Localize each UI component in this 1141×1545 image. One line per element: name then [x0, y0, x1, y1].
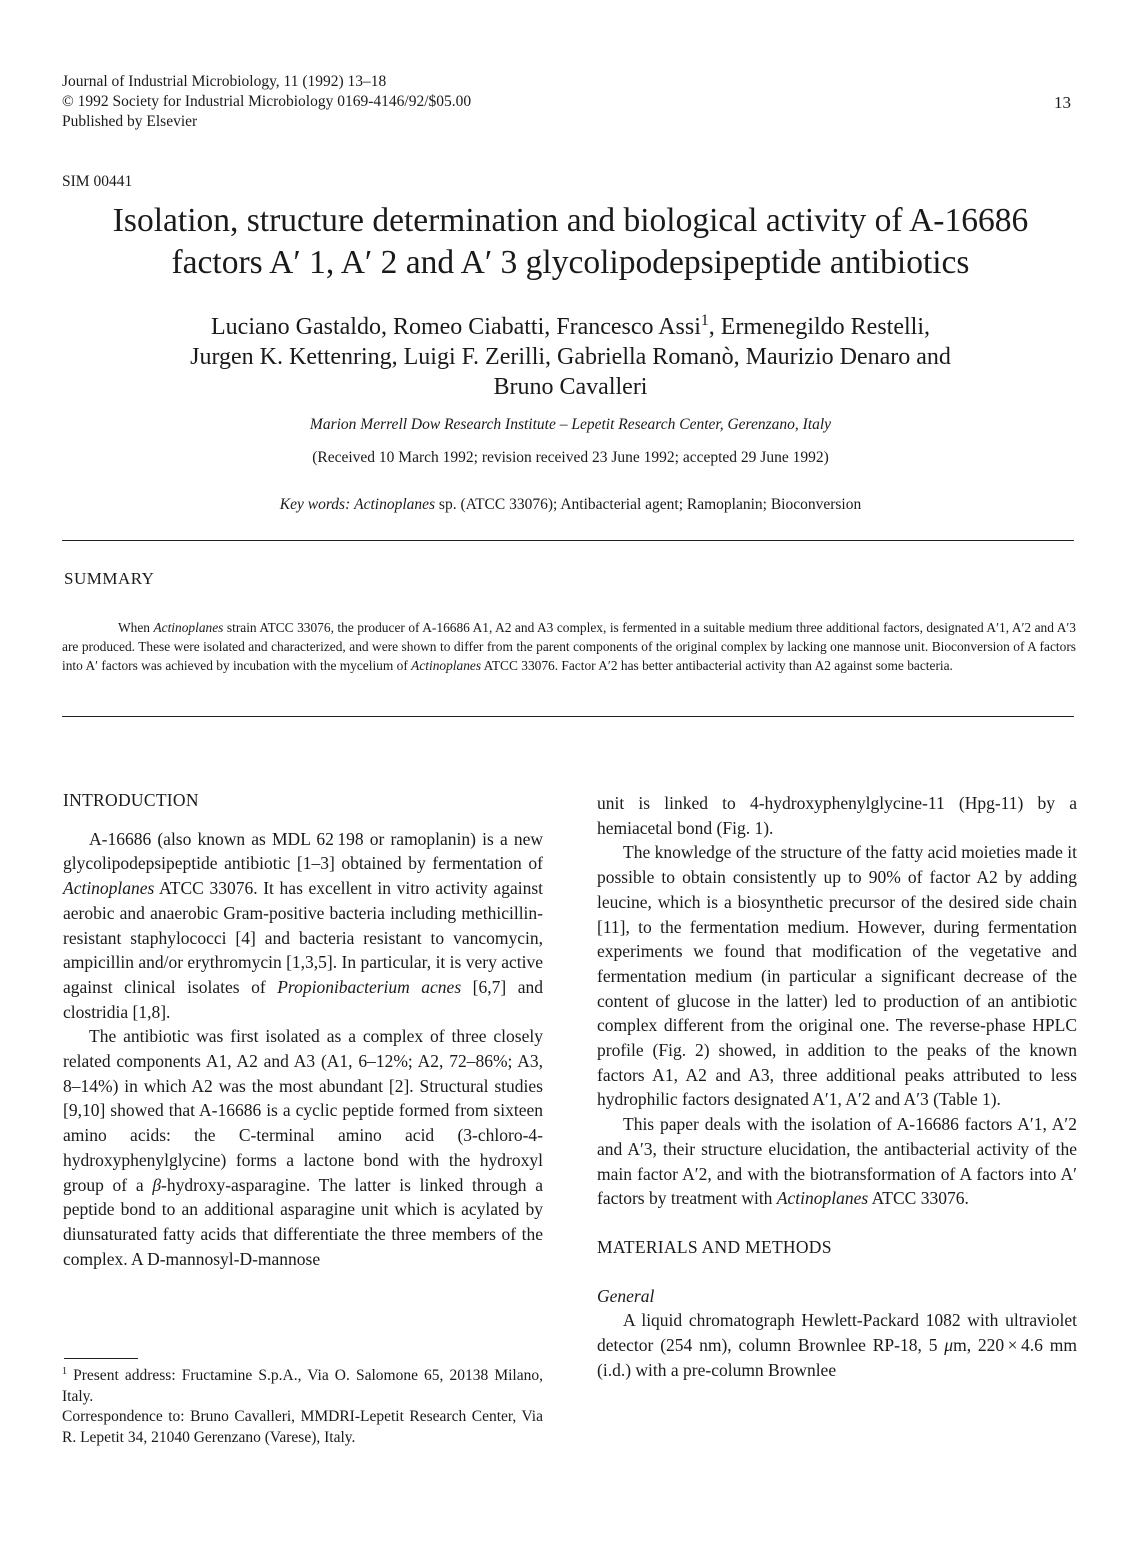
journal-citation: Journal of Industrial Microbiology, 11 (1992) 13–18 — [62, 73, 387, 90]
affiliation: Marion Merrell Dow Research Institute – Lepetit Research Center, Gerenzano, Italy — [309, 416, 832, 433]
intro-paragraph-4: The knowledge of the structure of the fatty acid moieties made it possible to obtain consistently up to 90% of factor A2 by adding leucine, which is a biosynthetic precursor of the desired side chain [11], to the fermentation medium. However, during fermentation experiments we found that modification of the vegetative and fermentation medium (in particular a significant decrease of the content of glucose in the latter) led to production of an antibiotic complex different from the original one. The reverse-phase HPLC profile (Fig. 2) showed, in addition to the peaks of the known factors A1, A2 and A3, three additional peaks attributed to less hydrophilic factors designated A′1, A′2 and A′3 (Table 1). — [597, 842, 1077, 1110]
received-dates: (Received 10 March 1992; revision received 23 June 1992; accepted 29 June 1992) — [312, 449, 829, 466]
author-list — [60, 312, 1081, 402]
right-column — [597, 791, 1077, 1382]
journal-header — [62, 72, 471, 132]
footnote-present-address: $^1$ Present address: Fructamine S.p.A., Via O. Salomone 65, 20138 Milano, Italy. — [62, 1365, 543, 1405]
footnote-mark: 1 — [62, 1365, 68, 1377]
general-subheading: General — [597, 1285, 655, 1306]
keywords: Key words: Actinoplanes sp. (ATCC 33076); Antibacterial agent; Ramoplanin; Bioconversion — [279, 496, 862, 513]
title-line-2: factors A′ 1, A′ 2 and A′ 3 glycolipodepsipeptide antibiotics — [171, 244, 970, 281]
publisher-line: Published by Elsevier — [62, 113, 198, 130]
article-title — [40, 200, 1101, 284]
footnote-rule — [64, 1358, 138, 1359]
methods-paragraph-1: A liquid chromatograph Hewlett-Packard 1082 with ultraviolet detector (254 nm), column Brownlee RP-18, 5 μm, 220 × 4.6 mm (i.d.) with a pre-column Brownlee — [597, 1310, 1077, 1380]
materials-methods-heading: MATERIALS AND METHODS — [597, 1236, 832, 1257]
intro-paragraph-1: A-16686 (also known as MDL 62 198 or ramoplanin) is a new glycolipodepsipeptide antibiotic [1–3] obtained by fermentation of Actinoplanes ATCC 33076. It has excellent in vitro activity against aerobic and anaerobic Gram-positive bacteria including methicillin-resistant staphylococci [4] and bacteria resistant to vancomycin, ampicillin and/or erythromycin [1,3,5]. In particular, it is very active against clinical isolates of Propionibacterium acnes [6,7] and clostridia [1,8]. — [63, 828, 543, 1022]
intro-paragraph-5: This paper deals with the isolation of A-16686 factors A′1, A′2 and A′3, their structure elucidation, the antibacterial activity of the main factor A′2, and with the biotransformation of A factors into A′ factors by treatment with Actinoplanes ATCC 33076. — [597, 1114, 1077, 1209]
author-footnote-mark: 1 — [700, 312, 709, 329]
author-line-3: Bruno Cavalleri — [493, 374, 648, 400]
footnote-correspondence: Correspondence to: Bruno Cavalleri, MMDRI-Lepetit Research Center, Via R. Lepetit 34, 21040 Gerenzano (Varese), Italy. — [62, 1408, 543, 1446]
page-number: 13 — [1054, 93, 1071, 112]
divider-top — [62, 540, 1074, 541]
keywords-label: Key words: — [279, 496, 351, 513]
copyright-line: © 1992 Society for Industrial Microbiology 0169-4146/92/$05.00 — [62, 93, 472, 110]
introduction-heading: INTRODUCTION — [63, 790, 199, 810]
summary-text: When Actinoplanes strain ATCC 33076, the producer of A-16686 A1, A2 and A3 complex, is fermented in a suitable medium three additional factors, designated A′1, A′2 and A′3 are produced. These were isolated and characterized, and were shown to differ from the parent components of the original complex by lacking one mannose unit. Bioconversion of A factors into A′ factors was achieved by incubation with the mycelium of Actinoplanes ATCC 33076. Factor A′2 has better antibacterial activity than A2 against some bacteria. — [62, 620, 1076, 673]
author-line-2: Jurgen K. Kettenring, Luigi F. Zerilli, Gabriella Romanò, Maurizio Denaro and — [190, 344, 951, 370]
divider-bottom — [62, 716, 1074, 717]
left-column — [63, 788, 543, 1271]
footnotes — [62, 1366, 543, 1448]
intro-paragraph-3: unit is linked to 4-hydroxyphenylglycine-11 (Hpg-11) by a hemiacetal bond (Fig. 1). — [597, 793, 1077, 838]
intro-paragraph-2: The antibiotic was first isolated as a complex of three closely related components A1, A2 and A3 (A1, 6–12%; A2, 72–86%; A3, 8–14%) in which A2 was the most abundant [2]. Structural studies [9,10] showed that A-16686 is a cyclic peptide formed from sixteen amino acids: the C-terminal amino acid (3-chloro-4-hydroxyphenylglycine) forms a lactone bond with the hydroxyl group of a β-hydroxy-asparagine. The latter is linked through a peptide bond to an additional asparagine unit which is acylated by diunsaturated fatty acids that differentiate the three members of the complex. A D-mannosyl-D-mannose — [63, 1026, 543, 1269]
author-line-1: Luciano Gastaldo, Romeo Ciabatti, Francesco Assi$^1$, Ermenegildo Restelli, — [211, 312, 930, 340]
sim-identifier: SIM 00441 — [62, 173, 133, 190]
title-line-1: Isolation, structure determination and biological activity of A-16686 — [112, 202, 1029, 239]
summary-heading: SUMMARY — [64, 569, 155, 588]
